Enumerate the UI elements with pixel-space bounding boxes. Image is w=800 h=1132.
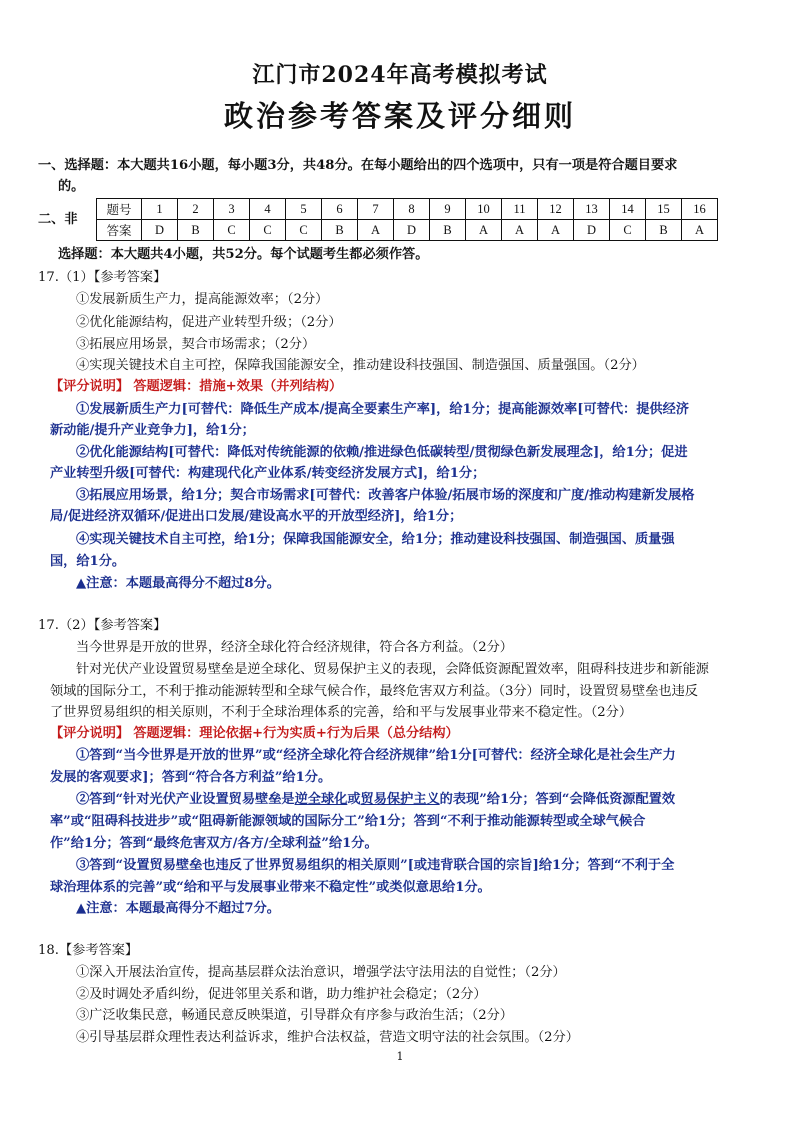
answer-cell: B <box>646 220 682 241</box>
q17-2-rubric-line: 发展的客观要求]；答到“符合各方利益”给1分。 <box>50 770 332 785</box>
q17-2-rubric-line <box>76 790 800 810</box>
q17-2-answer-line: 当今世界是开放的世界，经济全球化符合经济规律，符合各方利益。（2分） <box>76 640 513 655</box>
document-title: 政治参考答案及评分细则 <box>223 99 576 133</box>
answer-cell: B <box>322 220 358 241</box>
answer-cell: C <box>610 220 646 241</box>
q18-answer: ②及时调处矛盾纠纷，促进邻里关系和谐，助力维护社会稳定；（2分） <box>76 987 487 1002</box>
question-number: 13 <box>574 199 610 220</box>
q17-2-rubric-line: ①答到“当今世界是开放的世界”或“经济全球化符合经济规律”给1分[可替代：经济全球化是社会生产力 <box>76 748 676 763</box>
underlined-term: 贸易保护主义 <box>360 792 440 807</box>
q17-2-note: ▲注意：本题最高得分不超过7分。 <box>76 901 280 916</box>
question-number: 3 <box>214 199 250 220</box>
answer-table <box>96 198 718 241</box>
answer-cell: A <box>682 220 718 241</box>
question-number: 16 <box>682 199 718 220</box>
q17-1-rubric-line: 局/促进经济双循环/促进出口发展/建设高水平的开放型经济]，给1分； <box>50 509 463 524</box>
q17-2-rubric-line: 率”或“阻碍科技进步”或“阻碍新能源领域的国际分工”给1分；答到“不利于推动能源转型或全球气候合 <box>50 814 646 829</box>
answer-table-numbers-row <box>97 199 718 220</box>
q18-answer: ④引导基层群众理性表达利益诉求，维护合法权益，营造文明守法的社会氛围。（2分） <box>76 1030 579 1045</box>
question-number: 14 <box>610 199 646 220</box>
section2-line: 选择题：本大题共4小题，共52分。每个试题考生都必须作答。 <box>58 247 429 262</box>
rubric-text: 的表现”给1分；答到“会降低资源配置效 <box>439 792 676 807</box>
answer-cell: B <box>430 220 466 241</box>
q17-1-rubric-line: ④实现关键技术自主可控，给1分；保障我国能源安全，给1分；推动建设科技强国、制造强国、质量强 <box>76 532 675 547</box>
question-number: 9 <box>430 199 466 220</box>
answer-cell: A <box>358 220 394 241</box>
table-header-number: 题号 <box>97 199 142 220</box>
q17-1-rubric-line: 新动能/提升产业竞争力]，给1分； <box>50 423 255 438</box>
q17-1-rubric-header <box>50 377 800 397</box>
question-number: 4 <box>250 199 286 220</box>
answer-cell: B <box>178 220 214 241</box>
answer-cell: D <box>142 220 178 241</box>
q17-1-note: ▲注意：本题最高得分不超过8分。 <box>76 576 280 591</box>
section1-line2: 的。 <box>58 179 85 194</box>
rubric-label: 【评分说明】 <box>50 726 130 741</box>
rubric-text: ②答到“针对光伏产业设置贸易壁垒是 <box>76 792 295 807</box>
rubric-label: 【评分说明】 <box>50 379 130 394</box>
answer-cell: C <box>286 220 322 241</box>
section1-line1: 一、选择题：本大题共16小题，每小题3分，共48分。在每小题给出的四个选项中，只有一项是符合题目要求 <box>38 158 678 173</box>
q17-1-rubric-line: 产业转型升级[可替代：构建现代化产业体系/转变经济发展方式]，给1分； <box>50 466 486 481</box>
question-number: 1 <box>142 199 178 220</box>
q17-2-answer-line: 了世界贸易组织的相关原则，不利于全球治理体系的完善，给和平与发展事业带来不稳定性。（2分） <box>50 705 633 720</box>
q17-2-answer-line: 领域的国际分工，不利于推动能源转型和全球气候合作，最终危害双方利益。（3分）同时，设置贸易壁垒也违反 <box>50 684 698 699</box>
rubric-text: 或 <box>347 792 361 807</box>
question-number: 6 <box>322 199 358 220</box>
page-number: 1 <box>396 1050 404 1063</box>
answer-cell: A <box>538 220 574 241</box>
answer-table-answers-row <box>97 220 718 241</box>
question-number: 11 <box>502 199 538 220</box>
q17-1-rubric-line: 国，给1分。 <box>50 554 126 569</box>
q17-2-rubric-line: ③答到“设置贸易壁垒也违反了世界贸易组织的相关原则”[或违背联合国的宗旨]给1分；答到“不利于全 <box>76 858 675 873</box>
q18-heading: 18.【参考答案】 <box>38 943 139 958</box>
q18-answer: ③广泛收集民意，畅通民意反映渠道，引导群众有序参与政治生活；（2分） <box>76 1008 513 1023</box>
answer-cell: C <box>214 220 250 241</box>
q17-2-rubric-line: 作”给1分；答到“最终危害双方/各方/全球利益”给1分。 <box>50 836 378 851</box>
q17-2-heading: 17.（2）【参考答案】 <box>38 618 167 633</box>
underlined-term: 逆全球化 <box>294 792 348 807</box>
q17-2-rubric-line: 球治理体系的完善”或“给和平与发展事业带来不稳定性”或类似意思给1分。 <box>50 880 491 895</box>
question-number: 12 <box>538 199 574 220</box>
q17-2-rubric-header <box>50 724 800 744</box>
answer-cell: D <box>574 220 610 241</box>
q17-1-rubric-line: ①发展新质生产力[可替代：降低生产成本/提高全要素生产率]，给1分；提高能源效率[可替代：提供经济 <box>76 402 689 417</box>
q17-1-answer: ③拓展应用场景，契合市场需求；（2分） <box>76 337 316 352</box>
section2-label: 二、非 <box>38 212 78 227</box>
q17-1-rubric-line: ③拓展应用场景，给1分；契合市场需求[可替代：改善客户体验/拓展市场的深度和广度/推动构建新发展格 <box>76 488 695 503</box>
q17-1-answer: ④实现关键技术自主可控，保障我国能源安全，推动建设科技强国、制造强国、质量强国。（2分） <box>76 358 645 373</box>
rubric-logic: 答题逻辑：理论依据+行为实质+行为后果（总分结构） <box>133 726 459 741</box>
question-number: 15 <box>646 199 682 220</box>
q18-answer: ①深入开展法治宣传，提高基层群众法治意识，增强学法守法用法的自觉性；（2分） <box>76 965 566 980</box>
answer-cell: D <box>394 220 430 241</box>
question-number: 10 <box>466 199 502 220</box>
answer-cell: A <box>466 220 502 241</box>
q17-1-rubric-line: ②优化能源结构[可替代：降低对传统能源的依赖/推进绿色低碳转型/贯彻绿色新发展理念]，给1分；促进 <box>76 445 688 460</box>
question-number: 7 <box>358 199 394 220</box>
answer-cell: C <box>250 220 286 241</box>
table-header-answer: 答案 <box>97 220 142 241</box>
question-number: 2 <box>178 199 214 220</box>
q17-2-answer-line: 针对光伏产业设置贸易壁垒是逆全球化、贸易保护主义的表现，会降低资源配置效率，阻碍科技进步和新能源 <box>76 662 709 677</box>
exam-title: 江门市2024年高考模拟考试 <box>252 62 548 88</box>
q17-1-answer: ②优化能源结构，促进产业转型升级；（2分） <box>76 315 342 330</box>
question-number: 5 <box>286 199 322 220</box>
q17-1-heading: 17.（1）【参考答案】 <box>38 270 167 285</box>
question-number: 8 <box>394 199 430 220</box>
answer-cell: A <box>502 220 538 241</box>
rubric-logic: 答题逻辑：措施+效果（并列结构） <box>133 379 343 394</box>
q17-1-answer: ①发展新质生产力，提高能源效率；（2分） <box>76 292 329 307</box>
